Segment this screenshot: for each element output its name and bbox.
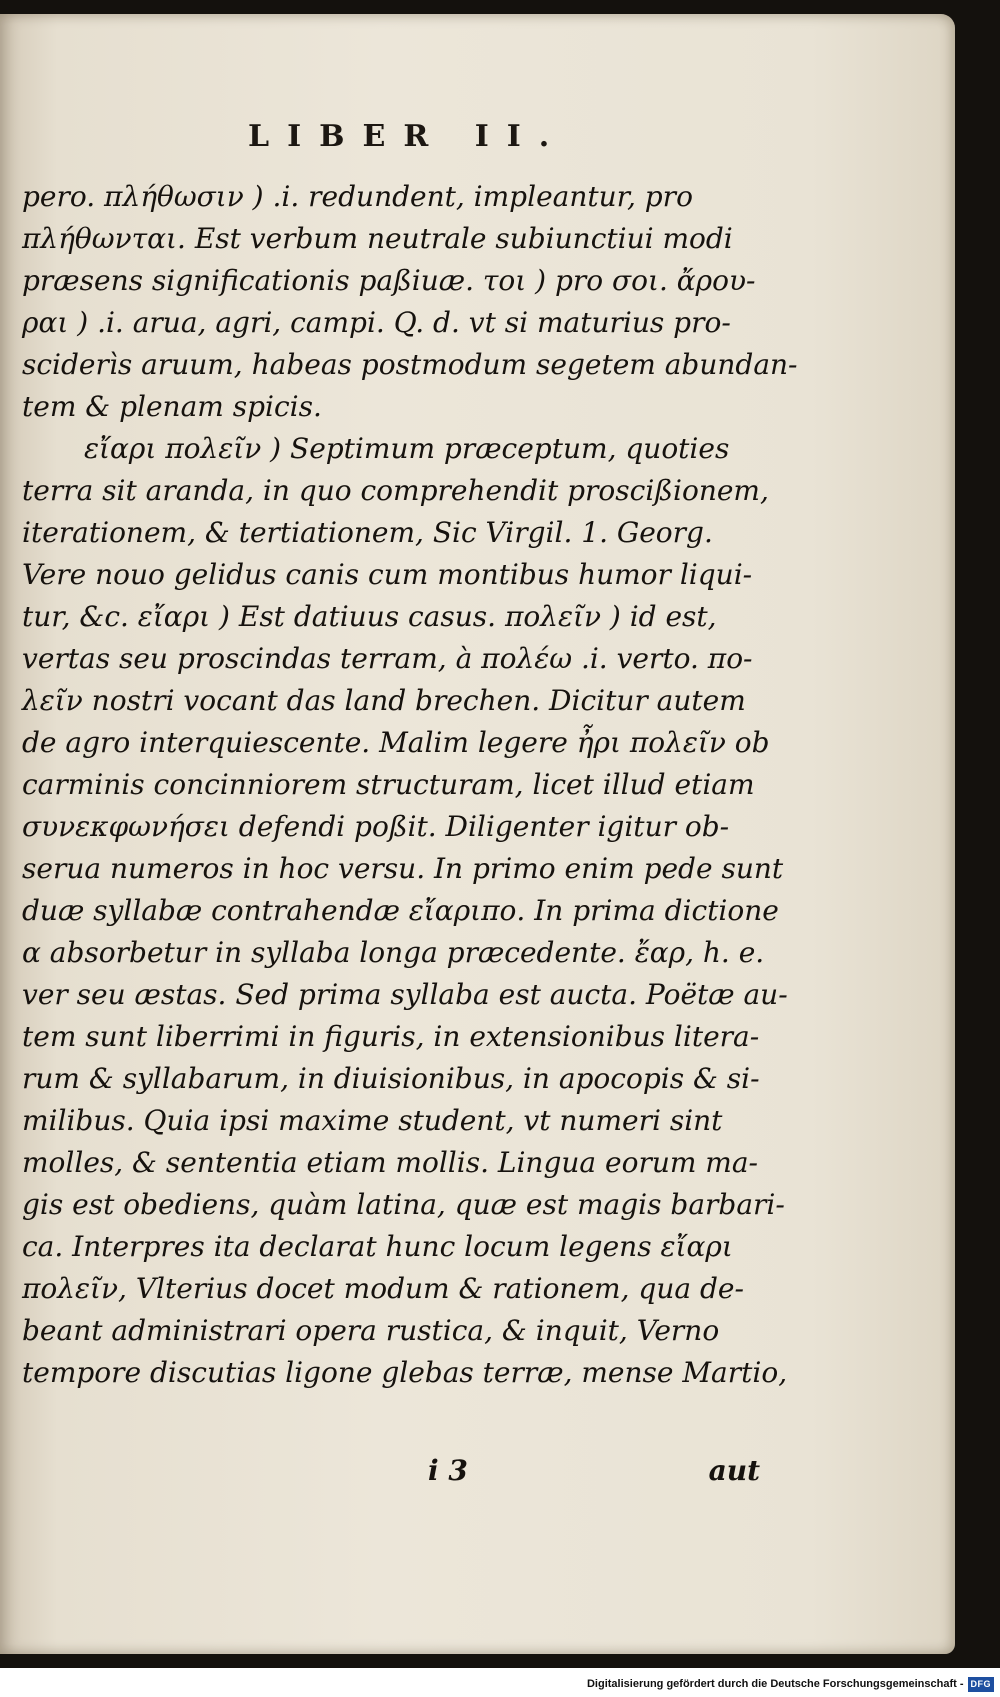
digitization-credit <box>0 1672 1000 1697</box>
text-line: tempore discutias ligone glebas terræ, mense Martio, <box>22 1356 788 1389</box>
text-line: iterationem, & tertiationem, Sic Virgil. 1. Georg. <box>22 516 713 549</box>
text-line: πολεῖν, Vlterius docet modum & rationem, qua de- <box>22 1272 744 1305</box>
text-line: de agro interquiescente. Malim legere ἦρι πολεῖν ob <box>22 726 770 759</box>
text-line: tem sunt liberrimi in figuris, in extensionibus litera- <box>22 1020 760 1053</box>
text-line: præsens significationis paßiuæ. τοι ) pro σοι. ἄρου- <box>22 264 756 297</box>
text-line: ραι ) .i. arua, agri, campi. Q. d. vt si maturius pro- <box>22 306 731 339</box>
text-line: carminis concinniorem structuram, licet illud etiam <box>22 768 755 801</box>
text-line: vertas seu proscindas terram, à πολέω .i. verto. πο- <box>22 642 753 675</box>
book-page <box>0 14 955 1654</box>
running-head: LIBER II. <box>248 119 568 154</box>
body-text <box>22 176 798 1394</box>
text-line: tur, &c. εἴαρι ) Est datiuus casus. πολεῖν ) id est, <box>22 600 717 633</box>
text-line: εἴαρι πολεῖν ) Septimum præceptum, quoties <box>84 432 730 465</box>
page-footer <box>0 1454 780 1496</box>
signature-mark: i 3 <box>428 1454 468 1487</box>
text-line: terra sit aranda, in quo comprehendit proscißionem, <box>22 474 769 507</box>
text-line: serua numeros in hoc versu. In primo enim pede sunt <box>22 852 784 885</box>
text-line: pero. πλήθωσιν ) .i. redundent, impleantur, pro <box>22 180 693 213</box>
text-line: α absorbetur in syllaba longa præcedente. ἔαρ, h. e. <box>22 936 765 969</box>
text-line: gis est obediens, quàm latina, quæ est magis barbari- <box>22 1188 785 1221</box>
text-line: λεῖν nostri vocant das land brechen. Dicitur autem <box>22 684 746 717</box>
text-line: molles, & sententia etiam mollis. Lingua eorum ma- <box>22 1146 759 1179</box>
text-line: tem & plenam spicis. <box>22 390 322 423</box>
text-line: συνεκφωνήσει defendi poßit. Diligenter igitur ob- <box>22 810 730 843</box>
dfg-logo-icon: DFG <box>968 1677 995 1692</box>
text-line: beant administrari opera rustica, & inquit, Verno <box>22 1314 720 1347</box>
text-line: sciderìs aruum, habeas postmodum segetem abundan- <box>22 348 798 381</box>
catchword: aut <box>708 1454 760 1487</box>
text-line: rum & syllabarum, in diuisionibus, in apocopis & si- <box>22 1062 760 1095</box>
text-line: πλήθωνται. Est verbum neutrale subiunctiui modi <box>22 222 733 255</box>
text-line: ca. Interpres ita declarat hunc locum legens εἴαρι <box>22 1230 733 1263</box>
credit-text: Digitalisierung gefördert durch die Deutsche Forschungsgemeinschaft - <box>586 1678 964 1690</box>
text-line: Vere nouo gelidus canis cum montibus humor liqui- <box>22 558 753 591</box>
text-line: milibus. Quia ipsi maxime student, vt numeri sint <box>22 1104 723 1137</box>
text-line: ver seu æstas. Sed prima syllaba est aucta. Poëtæ au- <box>22 978 788 1011</box>
text-line: duæ syllabæ contrahendæ εἴαριπο. In prima dictione <box>22 894 779 927</box>
